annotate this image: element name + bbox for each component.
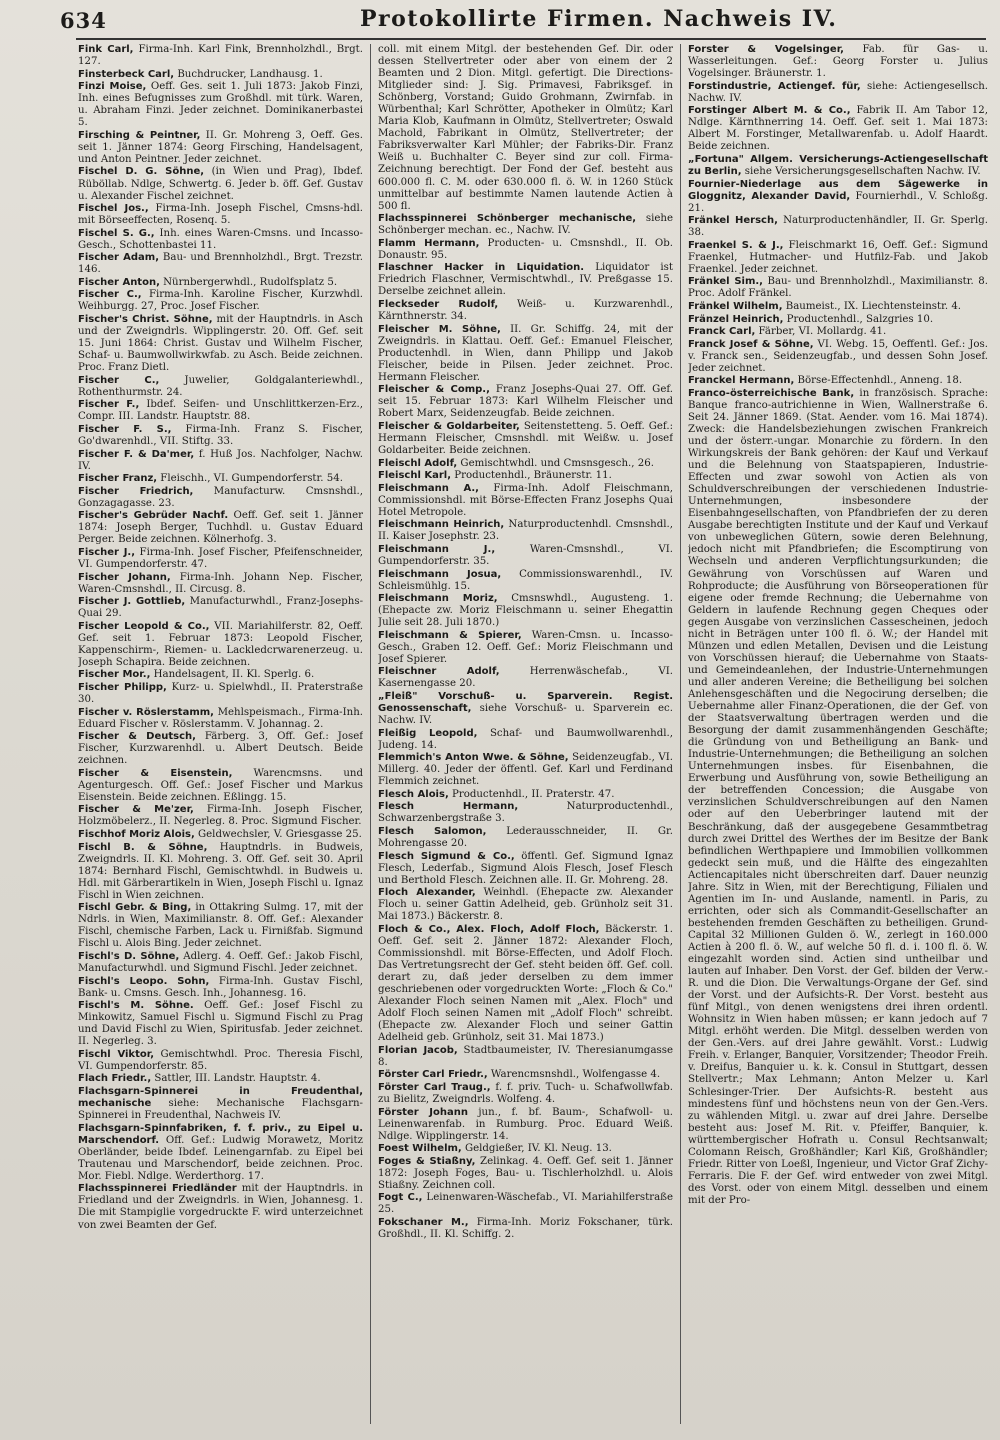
firm-name: Franco-österreichische Bank, [688, 387, 855, 399]
firm-name: Förster Carl Traug., [378, 1081, 491, 1093]
firm-name: Fischl Viktor, [78, 1048, 154, 1060]
firm-name: Forster & Vogelsinger, [688, 44, 844, 55]
directory-entry [688, 44, 988, 80]
page-number: 634 [60, 8, 107, 33]
entry-text: Mehlspeismach., Firma-Inh. Eduard Fischer v. Röslerstamm. V. Johannag. 2. [78, 706, 363, 730]
entry-text: Firma-Inh. Joseph Fischel, Cmsns-hdl. mit Börseeffecten, Rosenq. 5. [78, 203, 363, 227]
entry-text: Hauptndrls. in Budweis, Zweigndrls. II. Kl. Mohreng. 3. Off. Gef. seit 30. April 1874: Bernhard Fischl, Gemischtwhdl. in Budweis u. Hdl. mit Gärberartikeln in Wien, Joseph Fischl u. Ignaz Fischl in Wien zeichnen. [78, 841, 363, 901]
entry-text: Ibdef. Seifen- und Unschlittkerzen-Erz., Compr. III. Landstr. Hauptstr. 88. [78, 399, 363, 423]
firm-name: Franck Josef & Söhne, [688, 338, 814, 350]
firm-name: Flaschner Hacker in Liquidation. [378, 262, 585, 274]
directory-entry [378, 213, 673, 237]
directory-entry [78, 842, 363, 902]
entry-text: Bäckerstr. 1. Oeff. Gef. seit 2. Jänner 1872: Alexander Floch, Commissionshdl. mit Börse-Effecten, und Adolf Floch. Das Vertretungsrecht der Gef. steht beiden öff. Gef. coll. derart zu, daß jeder derselben zu dem immer geschriebenen oder vorgedruckten Worte: „Floch & Co." Alexander Floch seinen Namen mit „Alex. Floch" und Adolf Floch seinen Namen mit „Adolf Floch" schreibt. (Ehepacte zw. Alexander Floch und seiner Gattin Adelheid geb. Grünholz, seit 31. Mai 1873.) [378, 923, 673, 1044]
column-right [688, 44, 988, 1424]
firm-name: „Fleiß" Vorschuß- u. Sparverein. Regist. Genossenschaft, [378, 690, 673, 715]
entry-text: Firma-Inh. Joseph Fischer, Holzmöbelerz., II. Negerleg. 8. Proc. Sigmund Fischer. [78, 804, 363, 828]
entry-text: Weinhdl. (Ehepacte zw. Alexander Floch u. seiner Gattin Adelheid, geb. Grünholz seit 31. Mai 1873.) Bäckerstr. 8. [378, 887, 673, 923]
page-header [60, 6, 990, 36]
firm-name: Fischer F. S., [78, 423, 172, 435]
firm-name: Fink Carl, [78, 44, 134, 55]
directory-entry [688, 388, 988, 1207]
entry-text: Geldgießer, IV. Kl. Neug. 13. [461, 1143, 612, 1155]
entry-text: Oeff. Gef. seit 1. Jänner 1874: Joseph Berger, Tuchhdl. u. Gustav Eduard Perger. Beide zeichnen. Kölnerhofg. 3. [78, 510, 363, 546]
firm-name: Fleischer & Comp., [378, 384, 490, 396]
firm-name: Fischer Philipp, [78, 681, 167, 693]
firm-name: Fischer F. & Da'mer, [78, 448, 195, 460]
firm-name: Fraenkel S. & J., [688, 239, 784, 251]
directory-entry [78, 486, 363, 510]
entry-text: Liquidator ist Friedrich Flaschner, Vermischtwhdl., IV. Preßgasse 15. Derselbe zeichnet allein. [378, 262, 673, 298]
directory-entry [78, 768, 363, 804]
entry-text: siehe: Mechanische Flachsgarn-Spinnerei in Freudenthal, Nachweis IV. [78, 1098, 363, 1122]
entry-text: Producten- u. Cmsnshdl., II. Ob. Donaustr. 95. [378, 237, 673, 261]
directory-entry [78, 69, 363, 81]
directory-entry [378, 1107, 673, 1143]
directory-entry [378, 1143, 673, 1155]
running-title: Protokollirte Firmen. Nachweis IV. [360, 6, 838, 32]
directory-entry [378, 1069, 673, 1081]
entry-text: Fleischh., VI. Gumpendorferstr. 54. [157, 473, 343, 485]
firm-name: Fleißig Leopold, [378, 727, 478, 739]
directory-entry [78, 804, 363, 828]
firm-name: Fischer Friedrich, [78, 485, 194, 497]
firm-name: Fleischer M. Söhne, [378, 323, 501, 335]
firm-name: Fischer & Deutsch, [78, 731, 196, 743]
directory-entry [378, 544, 673, 568]
directory-entry [78, 510, 363, 546]
entry-text: Fabrik II. Am Tabor 12, Ndlge. Kärnthnerring 14. Oeff. Gef. seit 1. Mai 1873: Albert M. Forstinger, Metallwarenfab. u. Adolf Haardt. Beide zeichnen. [688, 105, 988, 153]
firm-name: Fleischmann Moriz, [378, 593, 498, 605]
firm-name: Flachsspinnerei Friedländer [78, 1183, 237, 1195]
entry-text: II. Gr. Mohreng 3, Oeff. Ges. seit 1. Jänner 1874: Georg Firsching, Handelsagent, und Anton Peintner. Jeder zeichnet. [78, 129, 363, 165]
directory-entry [78, 449, 363, 473]
directory-entry [688, 154, 988, 178]
firm-name: Fischer v. Röslerstamm, [78, 706, 214, 718]
firm-name: Flachsspinnerei Schönberger mechanische, [378, 213, 637, 225]
directory-entry [378, 421, 673, 457]
firm-name: Foges & Stiaßny, [378, 1155, 476, 1167]
column-left [78, 44, 363, 1424]
directory-entry [378, 1192, 673, 1216]
directory-entry [78, 252, 363, 276]
directory-entry [78, 81, 363, 129]
firm-name: Fischer & Me'zer, [78, 804, 194, 816]
firm-name: Fischer J. Gottlieb, [78, 596, 186, 608]
firm-name: Fränzel Heinrich, [688, 313, 784, 325]
directory-entry [78, 1086, 363, 1122]
firm-name: Fischel Jos., [78, 203, 149, 215]
directory-entry [78, 166, 363, 202]
firm-name: Floch Alexander, [378, 887, 476, 899]
directory-entry [378, 519, 673, 543]
firm-name: Flamm Hermann, [378, 237, 480, 249]
entry-text: Firma-Inh. Franz S. Fischer, Go'dwarenhdl., VII. Stiftg. 33. [78, 423, 363, 447]
firm-name: Fleischmann & Spierer, [378, 629, 522, 641]
entry-text: f. f. priv. Tuch- u. Schafwollwfab. zu Bielitz, Zweigndrls. Wolfeng. 4. [378, 1081, 673, 1106]
directory-entry [378, 470, 673, 482]
entry-text: Bau- und Brennholzhdl., Maximilianstr. 8. Proc. Adolf Fränkel. [688, 276, 988, 300]
directory-entry [378, 691, 673, 727]
entry-text: Schaf- und Baumwollwarenhdl., Judeng. 14. [378, 727, 673, 751]
entry-text: in französisch. Sprache: Banque franco-autrichienne in Wien, Wallnerstraße 6. Seit 24. Jänner 1869. (Stat. Aender. vom 16. Mai 1874). Zweck: die Handelsbeziehungen zwischen Frankreich und der österr.-ungar. Monarchie zu fördern. In den Wirkungskreis der Bank gehören: der Kauf und Verkauf und die Belehnung von Staatspapieren, Industrie-Effecten und zwar sowohl von Actien als von Schuldverschreibungen der verschiedenen Industrie-Unternehmungen, insbesondere der Eisenbahngesellschaften, von Pfandbriefen der zu deren Ausgabe berechtigten Institute und der Kauf und Verkauf von unbeweglichen Gütern, sowie deren Belehnung, jedoch nicht mit Pfandbriefen; die Escomptirung von Wechseln und anderen Verpflichtungsurkunden; die Gewährung von Vorschüssen auf Waren und Rohproducte; die Ausführung von Börseoperationen für eigene oder fremde Rechnung; die Uebernahme von Geldern in laufende Rechnung gegen Cheques oder gegen Ausgabe von verzinslichen Cassescheinen, jedoch nicht in Beträgen unter 100 fl. ö. W.; der Handel mit Münzen und edlen Metallen, Devisen und die Leistung von Vorschüssen hierauf; die Uebernahme von Staats- und Gemeindeanlehen, der Industrie-Unternehmungen und aller anderen Vereine; die Betheiligung bei solchen Anlehensgeschäften und die Negocirung derselben; die Uebernahme aller Finanz-Operationen, die der Gef. von der Staatsverwaltung übertragen werden und die Besorgung der damit zusammenhängenden Geschäfte; die Gründung von und Betheiligung an Bank- und Industrie-Unternehmungen; die Betheiligung an solchen Unternehmungen insbes. für Eisenbahnen, die Erwerbung und Ausführung von, sowie Betheiligung an der betreffenden Concession; die Ausgabe von verzinslichen Schuldverschreibungen auf den Namen oder auf den Ueberbringer lautend mit der Beschränkung, daß der ausgegebene Gesammtbetrag durch zwei Drittel des Werthes der im Besitze der Bank befindlichen Werthpapiere und Immobilien vollkommen gedeckt sein muß, und die Hälfte des eingezahlten Actiencapitales nicht überschreiten darf. Dauer neunzig Jahre. Sitz in Wien, mit der Berechtigung, Filialen und Agentien im In- und Auslande, namentl. in Paris, zu errichten, oder sich als Commandit-Gesellschafter an bestehenden fremden Geschäften zu betheiligen. Grund-Capital 32 Millionen Gulden ö. W., zerlegt in 160.000 Actien à 200 fl. ö. W., auf welche 50 fl. d. i. 100 fl. ö. W. eingezahlt worden sind. Actien sind untheilbar und lauten auf Inhaber. Den Vorst. der Gef. bilden der Verw.-R. und die Dion. Die Verwaltungs-Organe der Gef. sind der Vorst. und der Aufsichts-R. Der Vorst. besteht aus fünf Mitgl., von denen wenigstens drei ihren ordentl. Wohnsitz in Wien haben müssen; er kann jedoch auf 7 Mitgl. erhöht werden. Die Mitgl. desselben werden von der Gen.-Vers. auf drei Jahre gewählt. Vorst.: Ludwig Freih. v. Erlanger, Banquier, Vorsitzender; Theodor Freih. v. Dreifus, Banquier u. k. k. Consul in Stuttgart, dessen Stellvertr.; Max Lehmann; Anton Melzer u. Karl Schlesinger-Trier. Der Aufsichts-R. besteht aus mindestens fünf und höchstens neun von der Gen.-Vers. zu wählenden Mitgl. u. zwar auf drei Jahre. Derselbe besteht aus: Josef M. Rit. v. Pfeiffer, Banquier, k. württembergischer Hofrath u. Consul Rechtsanwalt; Colomann Reisch, Großhändler; Karl Kiß, Großhändler; Friedr. Ritter von Loeßl, Ingenieur, und Victor Graf Zichy-Ferraris. Die F. der Gef. wird entweder von zwei Mitgl. des Vorst. oder von einem Mitgl. desselben und einem mit der Pro- [688, 387, 988, 1206]
firm-name: Fischer Franz, [78, 473, 158, 485]
directory-entry [78, 424, 363, 448]
entry-text: Off. Gef.: Ludwig Morawetz, Moritz Oberländer, beide Ibdef. Leinengarnfab. zu Eipel bei Trautenau und Marschendorf, beide zeichnen. Proc. Mor. Fiebl. Ndlge. Werderthorg. 17. [78, 1134, 363, 1182]
firm-name: Finzi Moise, [78, 81, 147, 93]
directory-entry [688, 339, 988, 375]
entry-text: Juwelier, Goldgalanteriewhdl., Rothenthurmstr. 24. [78, 374, 363, 398]
directory-entry [378, 789, 673, 801]
entry-text: VII. Mariahilferstr. 82, Oeff. Gef. seit 1. Februar 1873: Leopold Fischer, Kappenschirm-, Riemen- u. Lackledcrwarenerzeug. u. Joseph Schapira. Beide zeichnen. [78, 620, 363, 668]
entry-text: Kurz- u. Spielwhdl., II. Praterstraße 30. [78, 681, 363, 705]
entry-text: Färber, VI. Mollardg. 41. [755, 326, 887, 338]
directory-entry [78, 1073, 363, 1085]
entry-text: II. Gr. Schiffg. 24, mit der Zweigndrls. in Klattau. Oeff. Gef.: Emanuel Fleischer, Productenhdl. in Wien, dann Philipp und Jakob Fleischer, beide in Pilsen. Jeder zeichnet. Proc. Hermann Fleischer. [378, 323, 673, 383]
entry-text: Färberg. 3, Off. Gef.: Josef Fischer, Kurzwarenhdl. u. Albert Deutsch. Beide zeichnen. [78, 731, 363, 767]
entry-text: Franz Josephs-Quai 27. Off. Gef. seit 15. Februar 1873: Karl Wilhelm Fleischer und Robert Marx, Seidenzeugfab. Beide zeichnen. [378, 384, 673, 420]
firm-name: Fischhof Moriz Alois, [78, 829, 195, 840]
firm-name: Franckel Hermann, [688, 375, 795, 387]
firm-name: Fischl B. & Söhne, [78, 841, 208, 853]
entry-text: Manufacturwhdl., Franz-Josephs-Quai 29. [78, 596, 363, 620]
entry-text: Warencmsns. und Agenturgesch. Off. Gef.: Josef Fischer und Markus Eisenstein. Beide zeichnen. Eßlingg. 15. [78, 767, 363, 803]
entry-text: siehe Vorschuß- u. Sparverein ec. Nachw. IV. [378, 703, 673, 727]
firm-name: Fischer Johann, [78, 571, 171, 583]
directory-entry [378, 458, 673, 470]
directory-entry [78, 44, 363, 68]
directory-entry [78, 314, 363, 374]
firm-name: Finsterbeck Carl, [78, 68, 175, 80]
firm-name: Flachsgarn-Spinnfabriken, f. f. priv., zu Eipel u. Marschendorf. [78, 1122, 363, 1146]
entry-text: Warencmsnshdl., Wolfengasse 4. [487, 1069, 661, 1081]
entry-text: Geldwechsler, V. Griesgasse 25. [194, 829, 362, 840]
directory-entry [378, 924, 673, 1044]
directory-entry [378, 1045, 673, 1069]
firm-name: Fournier-Niederlage aus dem Sägewerke in Gloggnitz, Alexander David, [688, 178, 988, 202]
entry-text: Firma-Inh. Adolf Fleischmann, Commissionshdl. mit Börse-Effecten Franz Josephs Quai Hotel Metropole. [378, 482, 673, 518]
entry-text: Firma-Inh. Karl Fink, Brennholzhdl., Brgt. 127. [78, 44, 363, 68]
firm-name: Fischl Gebr. & Bing, [78, 902, 192, 914]
firm-name: Fleischmann Heinrich, [378, 519, 505, 531]
directory-entry [78, 1183, 363, 1231]
directory-entry [78, 1123, 363, 1183]
entry-text: Fournierhdl., V. Schloßg. 21. [688, 190, 988, 214]
text-columns [78, 44, 988, 1424]
firm-name: Flesch Alois, [378, 788, 449, 800]
directory-entry [378, 299, 673, 323]
firm-name: Fischer Mor., [78, 669, 151, 681]
entry-text: Cmsnswhdl., Augusteng. 1. (Ehepacte zw. Moriz Fleischmann u. seiner Ehegattin Julie seit 28. Juli 1870.) [378, 593, 673, 629]
entry-text: Fab. für Gas- u. Wasserleitungen. Gef.: Georg Forster u. Julius Vogelsinger. Bräunerstr. 1. [688, 44, 988, 80]
entry-text: Börse-Effectenhdl., Anneng. 18. [794, 375, 963, 387]
directory-entry [688, 105, 988, 153]
entry-text: in Ottakring Sulmg. 17, mit der Ndrls. in Wien, Maximilianstr. 8. Off. Gef.: Alexander Fischl, chemische Farben, Lack u. Firnißfab. Sigmund Fischl u. Alois Bing. Jeder zeichnet. [78, 902, 363, 950]
directory-entry [78, 1049, 363, 1073]
firm-name: Fleischmann Josua, [378, 568, 502, 580]
firm-name: Fränkel Wilhelm, [688, 300, 783, 312]
directory-entry [688, 179, 988, 215]
directory-entry [78, 289, 363, 313]
directory-entry [688, 326, 988, 338]
firm-name: Fokschaner M., [378, 1217, 469, 1228]
directory-entry [378, 666, 673, 690]
entry-text: Fleischmarkt 16, Oeff. Gef.: Sigmund Fraenkel, Hutmacher- und Hutfilz-Fab. und Jakob Fraenkel. Jeder zeichnet. [688, 239, 988, 275]
entry-text: Inh. eines Waren-Cmsns. und Incasso-Gesch., Schottenbastei 11. [78, 227, 363, 251]
entry-text: Productenhdl., II. Praterstr. 47. [448, 788, 615, 800]
directory-entry [78, 399, 363, 423]
directory-entry [78, 473, 363, 485]
firm-name: Fischer Adam, [78, 252, 159, 264]
firm-name: Flach Friedr., [78, 1073, 152, 1085]
directory-entry [378, 887, 673, 923]
entry-text: Waren-Cmsn. u. Incasso-Gesch., Graben 12. Oeff. Gef.: Moriz Fleischmann und Josef Spierer. [378, 629, 673, 665]
entry-text: Gemischtwhdl. Proc. Theresia Fischl, VI. Gumpendorferstr. 85. [78, 1048, 363, 1072]
firm-name: Flemmich's Anton Wwe. & Söhne, [378, 752, 569, 764]
firm-name: Fischer & Eisenstein, [78, 767, 233, 779]
header-rule [76, 38, 986, 40]
entry-text: Manufacturw. Cmsnshdl., Gonzagagasse. 23. [78, 485, 363, 509]
directory-entry [78, 547, 363, 571]
directory-entry [378, 238, 673, 262]
entry-text: jun., f. bf. Baum-, Schafwoll- u. Leinenwarenfab. in Rumburg. Proc. Eduard Weiß. Ndlge. Wipplingerstr. 14. [378, 1106, 673, 1142]
firm-name: Fränkel Sim., [688, 276, 763, 288]
firm-name: Florian Jacob, [378, 1044, 458, 1056]
entry-text: Seidenzeugfab., VI. Millerg. 40. Jeder der öffentl. Gef. Karl und Ferdinand Flemmich zeichnet. [378, 752, 673, 788]
firm-name: Fleckseder Rudolf, [378, 298, 499, 310]
firm-name: Förster Johann [378, 1106, 468, 1118]
entry-text: Gemischtwhdl. und Cmsnsgesch., 26. [457, 457, 654, 469]
directory-entry [78, 682, 363, 706]
firm-name: Fränkel Hersch, [688, 215, 778, 227]
directory-entry [78, 572, 363, 596]
directory-entry [78, 951, 363, 975]
entry-text: Naturproductenhdl., Schwarzenbergstraße 3. [378, 801, 673, 825]
entry-text: Sattler, III. Landstr. Hauptstr. 4. [151, 1073, 321, 1085]
directory-entry [78, 669, 363, 681]
entry-text: Naturproductenhdl. Cmsnshdl., II. Kaiser Josephstr. 23. [378, 519, 673, 543]
firm-name: Förster Carl Friedr., [378, 1069, 488, 1081]
firm-name: Flesch Hermann, [378, 801, 519, 813]
firm-name: Fischer's Gebrüder Nachf. [78, 510, 229, 522]
entry-text: Nürnbergerwhdl., Rudolfsplatz 5. [159, 276, 338, 288]
directory-entry [78, 976, 363, 1000]
entry-text: mit der Hauptndrls. in Friedland und der Zweigndrls. in Wien, Johannesg. 1. Die mit Stampiglie vorgedruckte F. wird unterzeichnet von zwei Beamten der Gef. [78, 1183, 363, 1231]
entry-text: siehe Versicherungsgesellschaften Nachw. IV. [741, 165, 981, 177]
directory-entry [378, 384, 673, 420]
firm-name: Fleischmann J., [378, 543, 496, 555]
entry-text: Bau- und Brennholzhdl., Brgt. Trezstr. 146. [78, 252, 363, 276]
firm-name: Fischer C., [78, 374, 160, 386]
entry-text: Firma-Inh. Gustav Fischl, Bank- u. Cmsns. Gesch. Inh., Johannesg. 16. [78, 975, 363, 999]
directory-entry [78, 621, 363, 669]
entry-text: Zelinkag. 4. Oeff. Gef. seit 1. Jänner 1872: Joseph Foges, Bau- u. Tischlerholzhdl. u. Alois Stiaßny. Zeichnen coll. [378, 1155, 673, 1191]
entry-text: siehe: Actiengesellsch. Nachw. IV. [688, 80, 988, 104]
firm-name: Fischer Leopold & Co., [78, 620, 210, 632]
entry-text: Oeff. Gef.: Josef Fischl zu Minkowitz, Samuel Fischl u. Sigmund Fischl zu Prag und David Fischl zu Wien, Spiritusfab. Jeder zeichnet. II. Negerleg. 3. [78, 1000, 363, 1048]
directory-entry [78, 829, 363, 841]
entry-text: Commissionswarenhdl., IV. Schleismühlg. 15. [378, 568, 673, 592]
directory-entry [688, 314, 988, 326]
firm-name: Fischel D. G. Söhne, [78, 166, 205, 178]
directory-entry [378, 801, 673, 825]
entry-text: öffentl. Gef. Sigmund Ignaz Flesch, Lederfab., Sigmund Alois Flesch, Josef Flesch und Berthold Flesch. Zeichnen alle. II. Gr. Mohreng. 28. [378, 850, 673, 886]
firm-name: Fischel S. G., [78, 227, 155, 239]
directory-entry [378, 826, 673, 850]
entry-text: Oeff. Ges. seit 1. Juli 1873: Jakob Finzi, Inh. eines Befugnisses zum Großhdl. mit türk. Waren, u. Abraham Finzi. Jeder zeichnet. Dominikanerbastei 5. [78, 81, 363, 129]
firm-name: Fogt C., [378, 1192, 423, 1204]
firm-name: Fischl's Leopo. Sohn, [78, 975, 210, 987]
directory-entry [78, 277, 363, 289]
firm-name: Firsching & Peintner, [78, 129, 201, 141]
directory-entry [78, 731, 363, 767]
entry-text: Herrenwäschefab., VI. Kasernengasse 20. [378, 666, 673, 690]
entry-text: Productenhdl., Salzgries 10. [783, 313, 934, 325]
directory-entry [378, 593, 673, 629]
firm-name: Franck Carl, [688, 326, 756, 338]
entry-text: Handelsagent, II. Kl. Sperlg. 6. [150, 669, 315, 681]
firm-name: Fischer C., [78, 289, 142, 301]
directory-entry [688, 276, 988, 300]
entry-text: Seitenstetteng. 5. Oeff. Gef.: Hermann Fleischer, Cmsnshdl. mit Weißw. u. Josef Goldarbeiter. Beide zeichnen. [378, 420, 673, 457]
firm-name: Floch & Co., Alex. Floch, Adolf Floch, [378, 923, 600, 935]
firm-name: „Fortuna" Allgem. Versicherungs-Actiengesellschaft zu Berlin, [688, 153, 988, 177]
entry-text: coll. mit einem Mitgl. der bestehenden Gef. Dir. oder dessen Stellvertreter oder aber von einem der 2 Beamten und 2 Dion. Mitgl. gefertigt. Die Directions-Mitglieder sind: J. Sig. Primavesi, Fabriksgef. in Schönberg, Vorstand; Guido Grohmann, Zwirnfab. in Würbenthal; Karl Schrötter, Apotheker in Olmütz; Karl Maria Klob, Kaufmann in Olmütz, Stellvertreter; Oswald Machold, Fabrikant in Olmütz, Stellvertreter; der Fabriksverwalter Karl Mühler; der Fabriks-Dir. Franz Weiß u. Buchhalter C. Beyer sind zur coll. Firma-Zeichnung berechtigt. Der Fond der Gef. besteht aus 600.000 fl. C. M. oder 630.000 fl. ö. W. in 1260 Stück unmittelbar auf bestimmte Namen lautende Actien à 500 fl. [378, 44, 673, 212]
directory-entry [378, 262, 673, 298]
directory-entry [378, 1217, 673, 1241]
directory-entry [688, 301, 988, 313]
directory-entry [378, 1156, 673, 1192]
directory-entry [78, 707, 363, 731]
firm-name: Flesch Sigmund & Co., [378, 850, 515, 862]
firm-name: Flesch Salomon, [378, 826, 487, 837]
directory-entry [378, 44, 673, 213]
entry-text: Stadtbaumeister, IV. Theresianumgasse 8. [378, 1044, 673, 1068]
entry-text: Lederausschneider, II. Gr. Mohrengasse 20. [378, 826, 673, 850]
column-divider [370, 44, 371, 1424]
entry-text: Firma-Inh. Johann Nep. Fischer, Waren-Cmsnshdl., II. Circusg. 8. [78, 571, 363, 595]
entry-text: Weiß- u. Kurzwarenhdl., Kärnthnerstr. 34. [378, 298, 673, 323]
firm-name: Fischer Anton, [78, 276, 160, 288]
directory-entry [378, 728, 673, 752]
directory-entry [78, 1000, 363, 1048]
firm-name: Fleischl Adolf, [378, 457, 458, 469]
firm-name: Forstinger Albert M. & Co., [688, 105, 851, 117]
entry-text: Buchdrucker, Landhausg. 1. [174, 68, 323, 80]
firm-name: Fischl's M. Söhne. [78, 1000, 194, 1012]
directory-entry [78, 375, 363, 399]
directory-entry [378, 1082, 673, 1106]
directory-entry [378, 630, 673, 666]
entry-text: Firma-Inh. Karoline Fischer, Kurzwhdl. Weihburgg. 27, Proc. Josef Fischer. [78, 289, 363, 313]
firm-name: Fleischer & Goldarbeiter, [378, 420, 520, 432]
firm-name: Fischer J., [78, 546, 136, 558]
directory-entry [688, 240, 988, 276]
directory-entry [688, 81, 988, 105]
entry-text: Leinenwaren-Wäschefab., VI. Mariahilferstraße 25. [378, 1192, 673, 1216]
entry-text: Adlerg. 4. Oeff. Gef.: Jakob Fischl, Manufacturwhdl. und Sigmund Fischl. Jeder zeichnet. [78, 950, 363, 975]
firm-name: Fleischner Adolf, [378, 666, 500, 678]
entry-text: f. Huß Jos. Nachfolger, Nachw. IV. [78, 448, 363, 472]
directory-entry [78, 130, 363, 166]
directory-entry [688, 215, 988, 239]
directory-entry [78, 203, 363, 227]
entry-text: (in Wien und Prag), Ibdef. Rüböllab. Ndlge, Schwertg. 6. Jeder b. öff. Gef. Gustav u. Alexander Fischel zeichnet. [78, 166, 363, 202]
entry-text: mit der Hauptndrls. in Asch und der Zweigndrls. Wipplingerstr. 20. Off. Gef. seit 15. Juni 1864: Christ. Gustav und Wilhelm Fischer, Schaf- u. Baumwollwirkwfab. zu Asch. Beide zeichnen. Proc. Franz Dietl. [78, 314, 363, 374]
entry-text: Waren-Cmsnshdl., VI. Gumpendorferstr. 35. [378, 543, 673, 567]
directory-entry [378, 752, 673, 788]
firm-name: Fischer F., [78, 399, 140, 411]
firm-name: Forstindustrie, Actiengef. für, [688, 80, 861, 92]
entry-text: Firma-Inh. Josef Fischer, Pfeifenschneider, VI. Gumpendorferstr. 47. [78, 546, 363, 570]
firm-name: Fischer's Christ. Söhne, [78, 314, 213, 326]
entry-text: Baumeist., IX. Liechtensteinstr. 4. [782, 300, 962, 312]
entry-text: VI. Webg. 15, Oeffentl. Gef.: Jos. v. Franck sen., Seidenzeugfab., und dessen Sohn Josef. Jeder zeichnet. [688, 338, 988, 374]
firm-name: Fleischl Karl, [378, 470, 452, 482]
firm-name: Foest Wilhelm, [378, 1143, 462, 1155]
entry-text: siehe Schönberger mechan. ec., Nachw. IV. [378, 213, 673, 237]
firm-name: Fischl's D. Söhne, [78, 950, 180, 962]
directory-entry [378, 324, 673, 384]
directory-entry [78, 902, 363, 950]
firm-name: Flachsgarn-Spinnerei in Freudenthal, mechanische [78, 1085, 363, 1110]
directory-entry [688, 375, 988, 387]
directory-entry [78, 228, 363, 252]
column-divider [680, 44, 681, 1424]
directory-entry [378, 483, 673, 519]
directory-entry [378, 569, 673, 593]
entry-text: Firma-Inh. Moriz Fokschaner, türk. Großhdl., II. Kl. Schiffg. 2. [378, 1217, 673, 1241]
entry-text: Naturproductenhändler, II. Gr. Sperlg. 38. [688, 215, 988, 239]
directory-entry [378, 851, 673, 887]
column-middle [378, 44, 673, 1424]
directory-entry [78, 596, 363, 620]
entry-text: Productenhdl., Bräunerstr. 11. [451, 470, 612, 482]
firm-name: Fleischmann A., [378, 482, 479, 494]
